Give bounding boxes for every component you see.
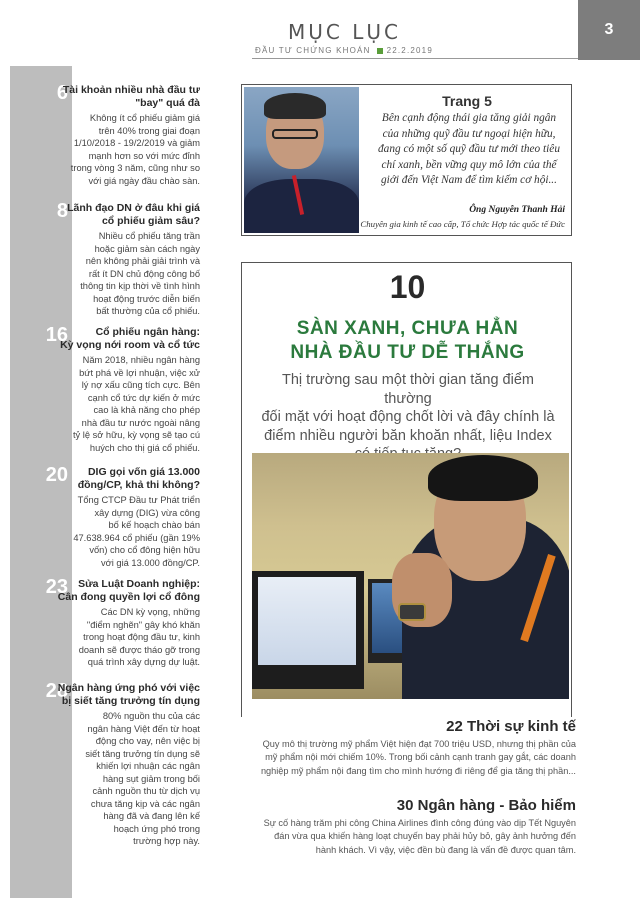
summary-line: trên 40% trong giai đoạn (98, 125, 200, 136)
header-divider (252, 58, 578, 59)
desc-line: mỹ phẩm nội mới chiếm 10%. Trong bối cảnh cạnh tranh gay gắt, các doanh (265, 752, 576, 763)
section-heading-economy: 22 Thời sự kinh tế (446, 718, 576, 735)
quote-line: đang có một số quỹ đầu tư mới theo tiêu (378, 143, 560, 155)
section-heading-banking: 30 Ngân hàng - Bảo hiểm (396, 797, 576, 814)
title-line: Lãnh đạo DN ở đâu khi giá (67, 202, 200, 214)
toc-entry-summary (73, 494, 200, 569)
page-number: 3 (578, 0, 640, 60)
portrait-photo (244, 87, 359, 233)
summary-line: siết tăng trưởng tín dụng sẽ (85, 748, 200, 759)
summary-line: 1/10/2018 - 19/2/2019 và giảm (73, 138, 200, 148)
title-line: Ngân hàng ứng phó với việc (57, 682, 200, 694)
summary-line: với giá ngày đầu chào sàn. (88, 175, 200, 186)
summary-line: cạnh cổ tức dự kiến ở mức (87, 392, 200, 403)
page-header (0, 0, 640, 60)
quote-line: Bên cạnh động thái gia tăng giải ngân (381, 112, 557, 124)
toc-entry-title (78, 466, 200, 492)
toc-entry-summary (80, 230, 200, 318)
summary-line: trong vòng 3 năm, cũng như so (70, 163, 200, 173)
toc-entry-title (60, 326, 200, 352)
title-line: bị siết tăng trưởng tín dụng (61, 695, 200, 707)
desc-line: hành khách. Vì vậy, việc đền bù đang là vấn đề được quan tâm. (315, 844, 576, 855)
section-desc-economy (261, 738, 576, 778)
masthead-title: MỤC LỤC (288, 20, 401, 44)
title-line: Sửa Luật Doanh nghiệp: (78, 578, 200, 590)
toc-entry-summary (85, 710, 200, 848)
feature-headline (242, 317, 573, 365)
feature-page-number: 10 (389, 269, 426, 305)
trader-photo (252, 453, 569, 699)
summary-line: mạnh hơn so với mức đỉnh (88, 150, 200, 161)
headline-line: SÀN XANH, CHƯA HẲN (296, 318, 519, 339)
toc-entry-title (58, 578, 200, 604)
publication-name: ĐẦU TƯ CHỨNG KHOÁN (255, 46, 371, 55)
toc-entry-title (67, 202, 200, 228)
summary-line: quá trình xây dựng dự luật. (87, 657, 200, 667)
summary-line: nhà đầu tư nước ngoài nâng (81, 417, 200, 428)
square-bullet-icon (377, 48, 383, 54)
summary-line: với giá 13.000 đồng/CP. (101, 557, 200, 568)
lede-line: Thị trường sau một thời gian tăng điểm thường (282, 372, 534, 407)
quote-text (369, 111, 569, 189)
summary-line: xây dựng (DIG) vừa công (94, 507, 200, 518)
summary-line: động cho vay, nên việc bị (95, 736, 200, 746)
toc-page-number: 23 (45, 576, 68, 598)
toc-page-number: 16 (45, 324, 68, 346)
lede-line: đối mặt với hoạt động chốt lời và đây chính là (261, 409, 555, 425)
summary-line: ngân hàng Việt đến từ hoạt (87, 723, 200, 734)
summary-line: rất ít DN chủ động công bố (88, 268, 200, 279)
summary-line: cao là khả năng cho phép (93, 405, 200, 415)
summary-line: nên không phải giải trình và (85, 256, 200, 266)
toc-sidebar (10, 66, 200, 898)
quote-author: Ông Nguyễn Thanh Hải (469, 205, 565, 215)
quote-box (241, 84, 572, 236)
summary-line: tỷ lệ sở hữu, kỳ vọng sẽ tạo cú (72, 430, 200, 440)
feature-lede (260, 371, 556, 464)
summary-line: 80% nguồn thu của các (102, 711, 200, 721)
desc-line: nghiệp mỹ phẩm nội đang tìm cho mình hướng đi riêng để gia tăng thị phần... (260, 765, 576, 776)
toc-entry-summary (79, 606, 200, 669)
summary-line: Năm 2018, nhiều ngân hàng (82, 355, 200, 365)
desc-line: Sự cố hàng trăm phi công China Airlines đình công đúng vào dịp Tết Nguyên (263, 818, 576, 828)
summary-line: Tổng CTCP Đầu tư Phát triển (77, 495, 200, 505)
summary-line: hàng sụt giảm trong bối (102, 773, 200, 784)
summary-line: 47.638.964 cổ phiếu (gần 19% (73, 532, 200, 543)
summary-line: hoặc giảm sàn cách ngày (94, 243, 200, 254)
toc-page-number: 20 (45, 464, 68, 486)
headline-line: NHÀ ĐẦU TƯ DỄ THẮNG (290, 342, 525, 363)
summary-line: Nhiều cổ phiếu tăng trần (98, 231, 200, 241)
summary-line: hoạt động trước diễn biến (93, 293, 200, 304)
desc-line: Quy mô thị trường mỹ phẩm Việt hiện đạt 700 triệu USD, nhưng thị phần của (262, 739, 576, 749)
title-line: cổ phiếu giảm sâu? (101, 215, 200, 227)
masthead-subtitle (255, 46, 433, 55)
toc-page-number: 8 (56, 200, 68, 222)
summary-line: huých cho thị giá cổ phiếu. (89, 442, 200, 453)
summary-line: vốn) cho cổ đông hiện hữu (89, 545, 200, 555)
lede-line: điểm nhiều người băn khoăn nhất, liệu Index (264, 427, 552, 444)
summary-line: lý nợ xấu cũng tích cực. Bên (81, 380, 200, 390)
toc-page-number: 28 (45, 680, 68, 702)
title-line: đồng/CP, khả thi không? (77, 479, 200, 491)
quote-line: của những quỹ đầu tư ngoại hiện hữu, (382, 127, 556, 140)
summary-line: khiến lợi nhuận các ngân (96, 761, 200, 771)
quote-line: chí xanh, bền vững quy mô lớn của thế (381, 158, 557, 171)
summary-line: bố kế hoạch chào bán (108, 520, 200, 530)
summary-line: Các DN kỳ vọng, những (100, 607, 200, 617)
title-line: Kỳ vọng nới room và cổ tức (60, 339, 200, 351)
summary-line: thông tin kịp thời về tình hình (80, 281, 200, 291)
summary-line: bất thường của cổ phiếu. (96, 306, 200, 316)
summary-line: trong hoạt động đầu tư, kinh (83, 632, 200, 642)
summary-line: cảnh nguồn thu từ dịch vụ (92, 786, 200, 796)
section-desc-banking (264, 817, 576, 857)
summary-line: doanh sẽ được tháo gỡ trong (78, 644, 200, 655)
feature-article (241, 262, 572, 717)
title-line: DIG gọi vốn giá 13.000 (87, 466, 200, 478)
quote-page-title: Trang 5 (442, 93, 492, 109)
toc-page-number: 6 (56, 82, 68, 104)
toc-entry-summary (71, 112, 200, 187)
summary-line: hoạch ứng phó trong (113, 823, 200, 834)
toc-entry-title (58, 682, 200, 708)
quote-line: giới đến Việt Nam để tìm kiếm cơ hội... (381, 174, 557, 186)
title-line: "bay" quá đà (135, 97, 200, 109)
toc-entry-summary (73, 354, 200, 454)
toc-entry-title (63, 84, 200, 110)
quote-author-role: Chuyên gia kinh tế cao cấp, Tổ chức Hợp tác quốc tế Đức (360, 219, 565, 229)
summary-line: chưa tăng kịp và các ngân (90, 798, 200, 809)
summary-line: hàng đã và đang lên kế (103, 811, 200, 821)
summary-line: trường hợp này. (133, 836, 200, 846)
title-line: Cân đong quyền lợi cổ đông (57, 591, 200, 603)
desc-line: đán vừa qua khiến hàng loạt chuyến bay phải hủy bỏ, gây ảnh hưởng đến (274, 831, 576, 842)
title-line: Cổ phiếu ngân hàng: (95, 326, 200, 338)
summary-line: Không ít cổ phiếu giảm giá (89, 113, 200, 123)
summary-line: "điểm nghẽn" gây khó khăn (86, 619, 200, 630)
title-line: Tài khoản nhiều nhà đầu tư (62, 84, 200, 96)
summary-line: bứt phá về lợi nhuận, việc xử (79, 367, 200, 378)
issue-date: 22.2.2019 (386, 46, 433, 55)
